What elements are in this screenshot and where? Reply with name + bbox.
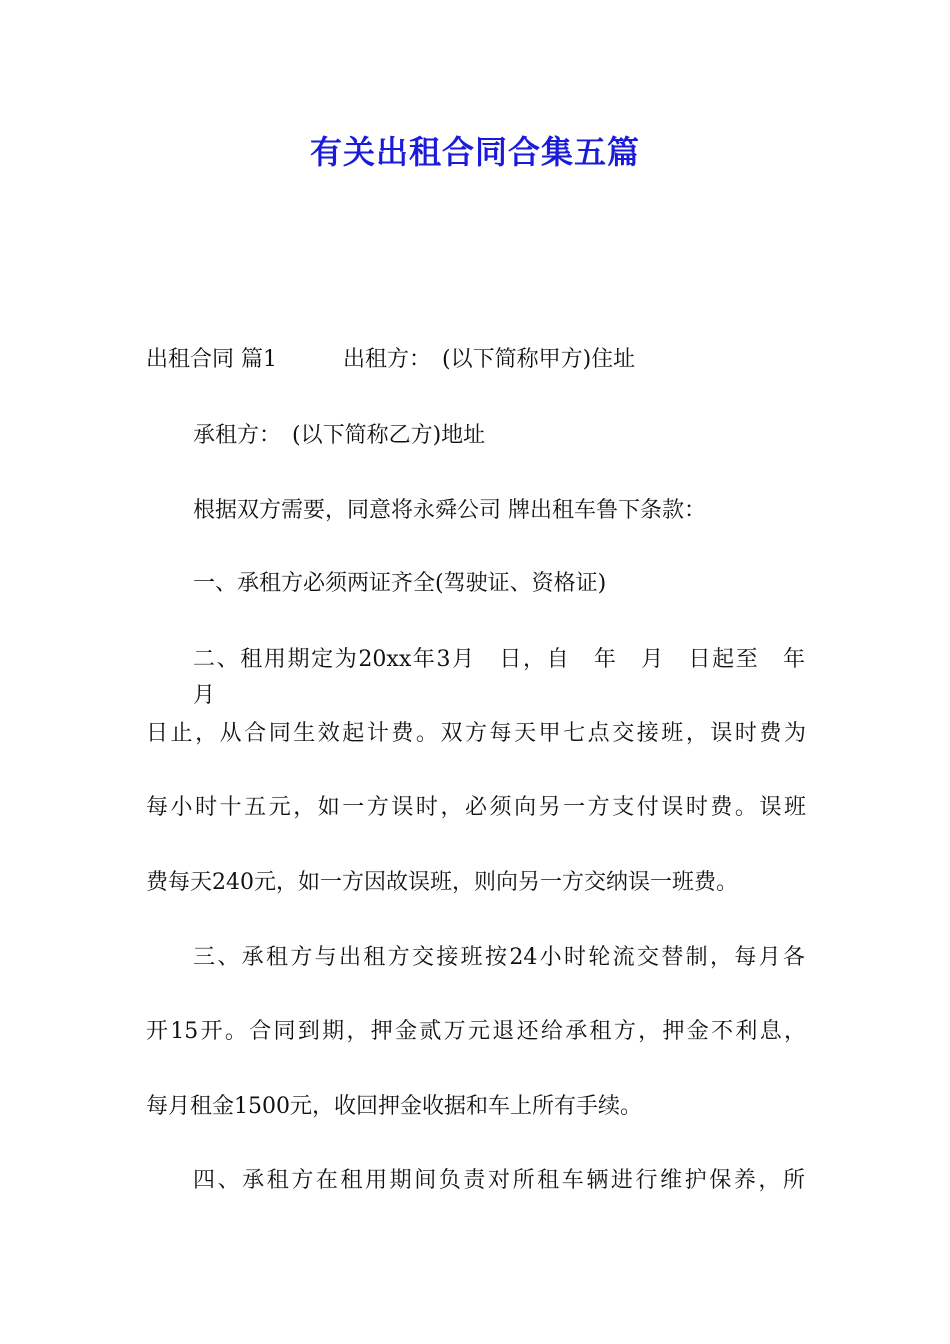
paragraph-line: 费每天240元，如一方因故误班，则向另一方交纳误一班费。: [146, 870, 738, 895]
paragraph-line: 一、承租方必须两证齐全(驾驶证、资格证): [193, 571, 607, 596]
document-title: 有关出租合同合集五篇: [309, 133, 640, 171]
paragraph-line: 三、承租方与出租方交接班按24小时轮流交替制，每月各: [193, 945, 805, 970]
paragraph-line: 根据双方需要，同意将永舜公司 牌出租车鲁下条款：: [193, 498, 706, 523]
paragraph-line: 每月租金1500元，收回押金收据和车上所有手续。: [146, 1094, 642, 1119]
paragraph-line: 日止，从合同生效起计费。双方每天甲七点交接班，误时费为: [146, 721, 806, 746]
paragraph-line: 出租合同 篇1 出租方： (以下简称甲方)住址: [146, 347, 636, 372]
paragraph-line: 开15开。合同到期，押金贰万元退还给承租方，押金不利息，: [146, 1019, 806, 1044]
paragraph-line: 四、承租方在租用期间负责对所租车辆进行维护保养，所: [193, 1168, 805, 1193]
paragraph-line: 二、租用期定为20xx年3月 日，自 年 月 日起至 年 月: [193, 647, 828, 708]
paragraph-line: 每小时十五元，如一方误时，必须向另一方支付误时费。误班: [146, 795, 806, 820]
paragraph-line: 承租方： (以下简称乙方)地址: [193, 423, 486, 448]
